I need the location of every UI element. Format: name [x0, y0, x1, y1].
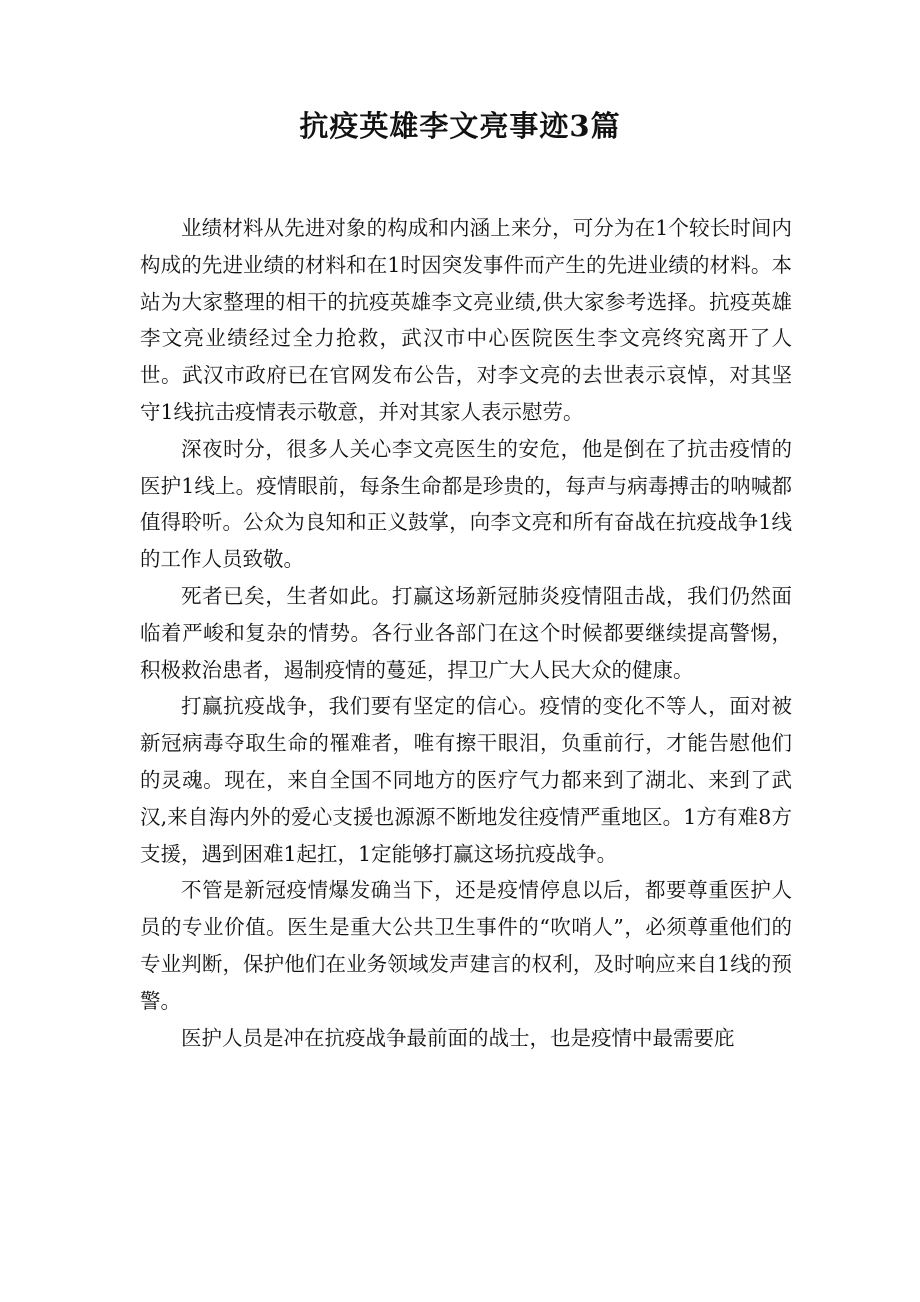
document-title: 抗疫英雄李文亮事迹3篇	[299, 109, 621, 143]
paragraph-1: 业绩材料从先进对象的构成和内涵上来分，可分为在1个较长时间内构成的先进业绩的材料和在1时因突发事件而产生的先进业绩的材料。本站为大家整理的相干的抗疫英雄李文亮业绩,供大家参考选择。抗疫英雄李文亮业绩经过全力抢救，武汉市中心医院医生李文亮终究离开了人世。武汉市政府已在官网发布公告，对李文亮的去世表示哀悼，对其坚守1线抗击疫情表示敬意，并对其家人表示慰劳。	[140, 216, 792, 424]
document-body	[140, 210, 792, 1056]
paragraph-4: 打赢抗疫战争，我们要有坚定的信心。疫情的变化不等人，面对被新冠病毒夺取生命的罹难者，唯有擦干眼泪，负重前行，才能告慰他们的灵魂。现在，来自全国不同地方的医疗气力都来到了湖北、来到了武汉,来自海内外的爱心支援也源源不断地发往疫情严重地区。1方有难8方支援，遇到困难1起扛，1定能够打赢这场抗疫战争。	[140, 694, 792, 866]
paragraph-6: 医护人员是冲在抗疫战争最前面的战士，也是疫情中最需要庇	[181, 1025, 735, 1050]
paragraph-3: 死者已矣，生者如此。打赢这场新冠肺炎疫情阻击战，我们仍然面临着严峻和复杂的情势。各行业各部门在这个时候都要继续提高警惕，积极救治患者，遏制疫情的蔓延，捍卫广大人民大众的健康。	[140, 583, 792, 682]
paragraph-2: 深夜时分，很多人关心李文亮医生的安危，他是倒在了抗击疫情的医护1线上。疫情眼前，每条生命都是珍贵的，每声与病毒搏击的呐喊都值得聆听。公众为良知和正义鼓掌，向李文亮和所有奋战在抗疫战争1线的工作人员致敬。	[140, 436, 792, 572]
paragraph-5: 不管是新冠疫情爆发确当下，还是疫情停息以后，都要尊重医护人员的专业价值。医生是重大公共卫生事件的“吹哨人”，必须尊重他们的专业判断，保护他们在业务领域发声建言的权利，及时响应来自1线的预警。	[140, 878, 792, 1013]
